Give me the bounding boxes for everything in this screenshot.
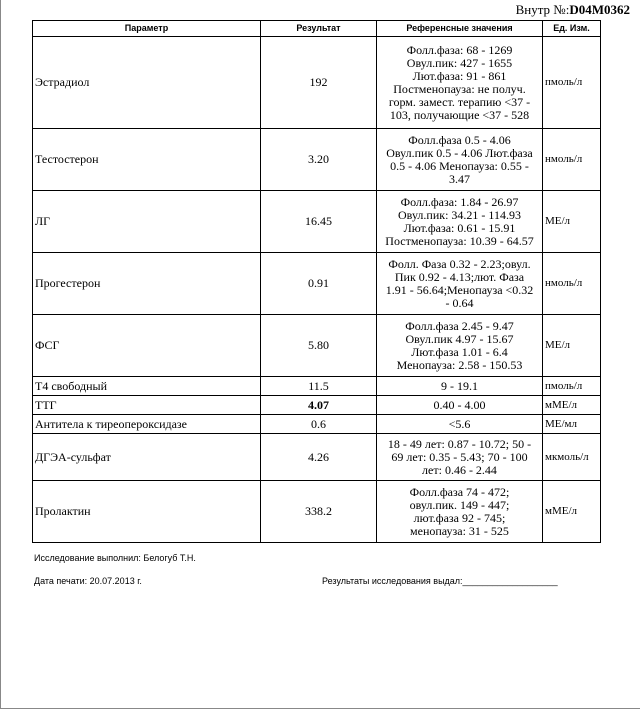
result-cell: 4.26 (261, 434, 377, 481)
param-cell: Тестостерон (33, 129, 261, 191)
print-date: Дата печати: 20.07.2013 г. (34, 576, 142, 586)
table-row (33, 191, 601, 253)
reference-line: Пик 0.92 - 4.13;лют. Фаза (394, 269, 525, 284)
table-row (33, 315, 601, 377)
result-cell: 192 (261, 37, 377, 129)
result-cell: 0.91 (261, 253, 377, 315)
reference-line: Фолл. Фаза 0.32 - 2.23;овул. (388, 256, 531, 271)
reference-line: 18 - 49 лет: 0.87 - 10.72; 50 - (387, 436, 532, 451)
reference-line: Овул.пик: 34.21 - 114.93 (398, 207, 521, 222)
reference-line: 3.47 (449, 171, 470, 186)
table-row (33, 396, 601, 415)
reference-line: 103, получающие <37 - 528 (389, 107, 530, 122)
reference-line: 1.91 - 56.64;Менопауза <0.32 (385, 282, 534, 297)
reference-line: Лют.фаза 1.01 - 6.4 (411, 344, 508, 359)
internal-number-value: D04M0362 (569, 2, 630, 17)
reference-line: - 0.64 (445, 295, 474, 310)
unit-cell: МЕ/л (543, 191, 601, 253)
reference-line: Постменопауза: 10.39 - 64.57 (385, 233, 534, 248)
reference-line: Фолл.фаза 2.45 - 9.47 (405, 318, 514, 333)
reference-line: <5.6 (448, 416, 471, 431)
reference-line: лют.фаза 92 - 745; (413, 510, 506, 525)
column-header-param: Параметр (33, 21, 261, 37)
param-cell: Прогестерон (33, 253, 261, 315)
reference-line: менопауза: 31 - 525 (410, 523, 509, 538)
reference-cell (377, 37, 543, 129)
reference-line: Фолл.фаза: 68 - 1269 (406, 42, 513, 57)
reference-line: 0.5 - 4.06 Менопауза: 0.55 - (390, 158, 529, 173)
param-cell: Пролактин (33, 481, 261, 543)
param-cell: ФСГ (33, 315, 261, 377)
result-cell: 3.20 (261, 129, 377, 191)
unit-cell: пмоль/л (543, 37, 601, 129)
param-cell: Антитела к тиреопероксидазе (33, 415, 261, 434)
reference-line: Овул.пик 4.97 - 15.67 (405, 331, 514, 346)
reference-cell (377, 253, 543, 315)
page-border-left (0, 0, 1, 709)
reference-line: Лют.фаза: 91 - 861 (412, 68, 507, 83)
reference-line: Менопауза: 2.58 - 150.53 (396, 357, 523, 372)
reference-line: Лют.фаза: 0.61 - 15.91 (403, 220, 516, 235)
result-cell-abnormal: 4.07 (261, 396, 377, 415)
reference-cell (377, 415, 543, 434)
reference-cell (377, 434, 543, 481)
reference-line: Фолл.фаза 0.5 - 4.06 (408, 132, 511, 147)
column-header-ref: Референсные значения (377, 21, 543, 37)
reference-line: Постменопауза: не получ. (393, 81, 526, 96)
reference-line: Овул.пик 0.5 - 4.06 Лют.фаза (386, 145, 533, 160)
param-cell: Т4 свободный (33, 377, 261, 396)
unit-cell: мМЕ/л (543, 481, 601, 543)
reference-line: Фолл.фаза: 1.84 - 26.97 (400, 194, 519, 209)
result-cell: 0.6 (261, 415, 377, 434)
table-header-row (33, 21, 601, 37)
executed-by: Исследование выполнил: Белогуб Т.Н. (34, 553, 196, 563)
reference-line: Фолл.фаза 74 - 472; (409, 484, 510, 499)
internal-number (516, 2, 630, 18)
reference-cell (377, 377, 543, 396)
result-cell: 16.45 (261, 191, 377, 253)
results-table (32, 20, 601, 543)
reference-line: Овул.пик: 427 - 1655 (406, 55, 513, 70)
result-cell: 5.80 (261, 315, 377, 377)
unit-cell: нмоль/л (543, 253, 601, 315)
reference-line: лет: 0.46 - 2.44 (422, 462, 497, 477)
unit-cell: мМЕ/л (543, 396, 601, 415)
param-cell: Эстрадиол (33, 37, 261, 129)
result-cell: 11.5 (261, 377, 377, 396)
unit-cell: нмоль/л (543, 129, 601, 191)
unit-cell: пмоль/л (543, 377, 601, 396)
table-row (33, 253, 601, 315)
reference-line: горм. замест. терапию <37 - (388, 94, 531, 109)
results-issued-by: Результаты исследования выдал:___________________ (322, 576, 558, 586)
table-row (33, 129, 601, 191)
reference-line: 0.40 - 4.00 (433, 397, 486, 412)
param-cell: ЛГ (33, 191, 261, 253)
reference-line: 69 лет: 0.35 - 5.43; 70 - 100 (391, 449, 528, 464)
table-row (33, 377, 601, 396)
column-header-result: Результат (261, 21, 377, 37)
reference-cell (377, 396, 543, 415)
reference-cell (377, 129, 543, 191)
internal-number-prefix: Внутр №: (515, 2, 570, 17)
unit-cell: МЕ/л (543, 315, 601, 377)
unit-cell: МЕ/мл (543, 415, 601, 434)
unit-cell: мкмоль/л (543, 434, 601, 481)
table-row (33, 415, 601, 434)
table-row (33, 481, 601, 543)
column-header-unit: Ед. Изм. (543, 21, 601, 37)
result-cell: 338.2 (261, 481, 377, 543)
table-row (33, 434, 601, 481)
param-cell: ДГЭА-сульфат (33, 434, 261, 481)
reference-line: 9 - 19.1 (441, 378, 478, 393)
reference-cell (377, 481, 543, 543)
reference-cell (377, 315, 543, 377)
reference-cell (377, 191, 543, 253)
param-cell: ТТГ (33, 396, 261, 415)
reference-line: овул.пик. 149 - 447; (409, 497, 510, 512)
table-row (33, 37, 601, 129)
